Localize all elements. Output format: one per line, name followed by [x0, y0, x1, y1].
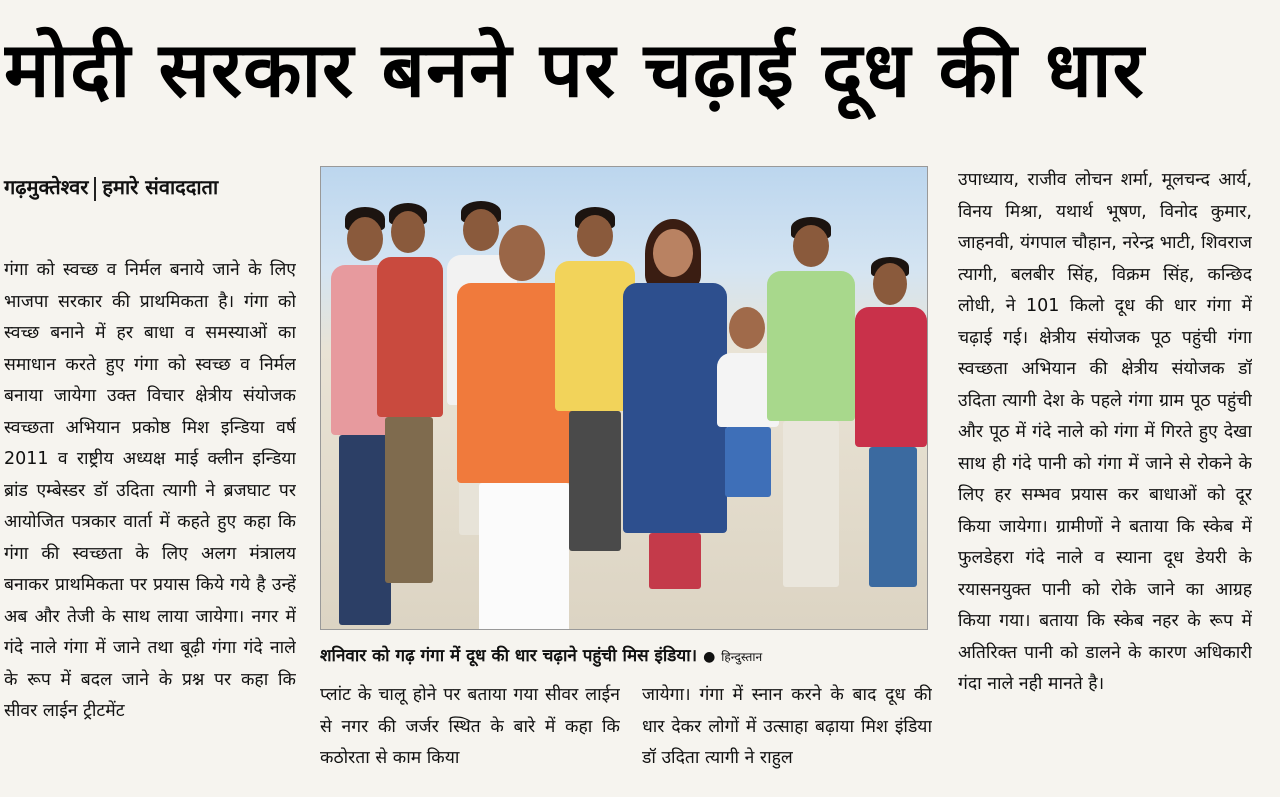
- article-text-left: गंगा को स्वच्छ व निर्मल बनाये जाने के लिए भाजपा सरकार की प्राथमिकता है। गंगा को स्वच्छ बनाने में हर बाधा व समस्याओं का समाधान करते हुए गंगा को स्वच्छ व निर्मल बनाया जायेगा उक्त विचार क्षेत्रीय संयोजक स्वच्छता अभियान प्रकोष्ठ मिश इन्डिया वर्ष 2011 व राष्ट्रीय अध्यक्ष माई क्लीन इन्डिया ब्रांड एम्बेस्डर डॉ उदिता त्यागी ने ब्रजघाट पर आयोजित पत्रकार वार्ता में कहते हुए कहा कि गंगा की स्वच्छता के लिए अलग मंत्रालय बनाकर प्राथमिकता पर प्रयास किये गये है उन्हें अब और तेजी के साथ लाया जायेगा। नगर में गंदे नाले गंगा में जाने तथा बूढ़ी गंगा गंदे नाले के रूप में बदल जाने के प्रश्न पर कहा कि सीवर लाईन ट्रीटमेंट: [4, 260, 296, 721]
- article-text-middle-b: जायेगा। गंगा में स्नान करने के बाद दूध की धार देकर लोगों में उत्साहा बढ़ाया मिश इंडिया डॉ उदिता त्यागी ने राहुल: [642, 685, 932, 768]
- caption-text: शनिवार को गढ़ गंगा में दूध की धार चढ़ाने पहुंची मिस इंडिया।: [320, 646, 698, 666]
- article-column-left: [4, 255, 296, 775]
- dateline-separator: [94, 177, 96, 201]
- photo-person: [369, 203, 449, 583]
- article-column-middle-a: [320, 680, 620, 778]
- caption-bullet: ●: [703, 649, 716, 665]
- article-column-right: [958, 165, 1252, 775]
- news-photo: [320, 166, 928, 630]
- dateline: [4, 172, 304, 202]
- photo-person: [851, 257, 927, 597]
- photo-caption: [320, 640, 926, 672]
- headline: मोदी सरकार बनने पर चढ़ाई दूध की धार: [4, 25, 1145, 114]
- article-text-right: उपाध्याय, राजीव लोचन शर्मा, मूलचन्द आर्य, विनय मिश्रा, यथार्थ भूषण, विनोद कुमार, जाहनवी, यंगपाल चौहान, नरेन्द्र भाटी, शिवराज त्यागी, बलबीर सिंह, विक्रम सिंह, कन्छिद लोधी, ने 101 किलो दूध की धार गंगा में चढ़ाई गई। क्षेत्रीय संयोजक पूठ पहुंची गंगा स्वच्छता अभियान की क्षेत्रीय संयोजक डॉ उदिता त्यागी देश के पहले गंगा ग्राम पूठ पहुंची और पूठ में गंदे नाले को गंगा में गिरते हुए देखा साथ ही गंदे पानी को गंगा में जाने से रोकने के लिए हर सम्भव प्रयास कर बाधाओं को दूर किया जायेगा। ग्रामीणों ने बताया कि स्केब में फुलडेहरा गंदे नाले व स्याना दूध डेयरी के रयासनयुक्त पानी को रोके जाने का आग्रह किया गया। बताया कि स्केब नहर के रूप में अतिरिक्त पानी को डालने के कारण अधिकारी गंदा नाले नही मानते है।: [958, 170, 1252, 694]
- dateline-place: गढ़मुक्तेश्वर: [4, 175, 89, 199]
- article-column-middle-b: [642, 680, 932, 778]
- article-text-middle-a: प्लांट के चालू होने पर बताया गया सीवर लाईन से नगर की जर्जर स्थित के बारे में कहा कि कठोरता से काम किया: [320, 685, 620, 768]
- photo-person: [761, 217, 861, 597]
- caption-credit: हिन्दुस्तान: [721, 650, 763, 664]
- dateline-byline: हमारे संवाददाता: [102, 175, 219, 199]
